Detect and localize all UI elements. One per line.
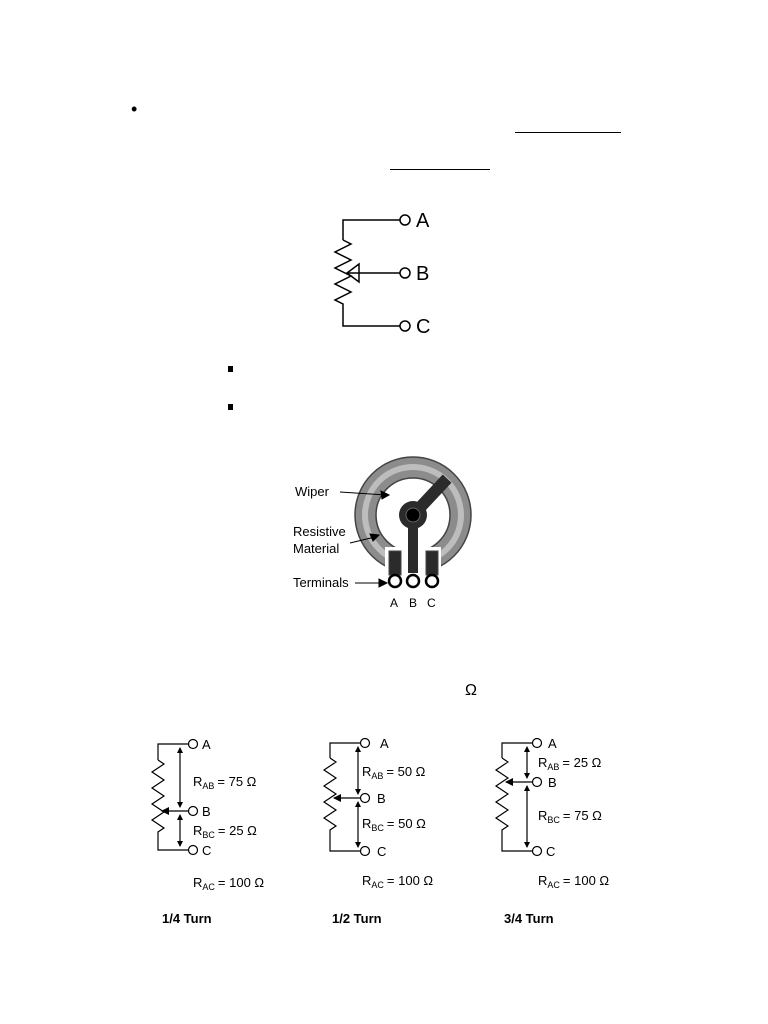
- terminal-a-circle: [400, 215, 410, 225]
- terminal-b-pin: [407, 575, 419, 587]
- terminal-label-b: B: [202, 804, 211, 819]
- bullet-point: •: [131, 99, 138, 119]
- rac-value: $R_{AC} = 100$ Ω: [362, 873, 434, 890]
- turn-caption: 1/4 Turn: [162, 911, 212, 926]
- terminals-label: Terminals: [293, 575, 349, 590]
- terminal-c-pin: [426, 575, 438, 587]
- pin-label-c: C: [427, 596, 436, 610]
- terminal-label-c: C: [546, 844, 556, 859]
- wiper-label: Wiper: [295, 484, 329, 499]
- terminal-a-pin: [389, 575, 401, 587]
- terminal-label-c: C: [377, 844, 387, 859]
- blank-line: [390, 169, 490, 170]
- blank-line: [515, 132, 621, 133]
- three-quarter-turn-diagram: [494, 730, 654, 935]
- pin-label-a: A: [390, 596, 399, 610]
- rab-value: $R_{AB} = 50$ Ω: [362, 764, 426, 781]
- terminal-label-a: A: [380, 736, 389, 751]
- terminal-b-circle: [400, 268, 410, 278]
- turn-caption: 3/4 Turn: [504, 911, 554, 926]
- schematic-label-a: A: [416, 210, 430, 232]
- rab-value: $R_{AB} = 75$ Ω: [193, 774, 257, 791]
- sub-bullet: [228, 404, 233, 410]
- terminal-label-a: A: [548, 736, 557, 751]
- potentiometer-schematic: [325, 200, 445, 345]
- rab-value: $R_{AB} = 25$ Ω: [538, 755, 602, 772]
- omega-symbol: Ω: [465, 682, 477, 699]
- material-label: Material: [293, 541, 340, 556]
- rac-value: $R_{AC} = 100$ Ω: [193, 875, 265, 892]
- terminal-c-circle: [400, 321, 410, 331]
- sub-bullet: [228, 366, 233, 372]
- rac-value: $R_{AC} = 100$ Ω: [538, 873, 610, 890]
- rbc-value: $R_{BC} = 50$ Ω: [362, 816, 426, 833]
- quarter-turn-diagram: [150, 730, 310, 935]
- rbc-value: $R_{BC} = 75$ Ω: [538, 808, 602, 825]
- pin-label-b: B: [409, 596, 418, 610]
- half-turn-diagram: [322, 730, 482, 935]
- terminal-label-a: A: [202, 737, 211, 752]
- rbc-value: $R_{BC} = 25$ Ω: [193, 823, 257, 840]
- schematic-label-b: B: [416, 263, 430, 285]
- potentiometer-construction-diagram: [285, 455, 485, 615]
- terminal-label-c: C: [202, 843, 212, 858]
- terminal-label-b: B: [377, 791, 386, 806]
- resistive-label: Resistive: [293, 524, 346, 539]
- schematic-label-c: C: [416, 316, 431, 338]
- terminal-label-b: B: [548, 775, 557, 790]
- turn-caption: 1/2 Turn: [332, 911, 382, 926]
